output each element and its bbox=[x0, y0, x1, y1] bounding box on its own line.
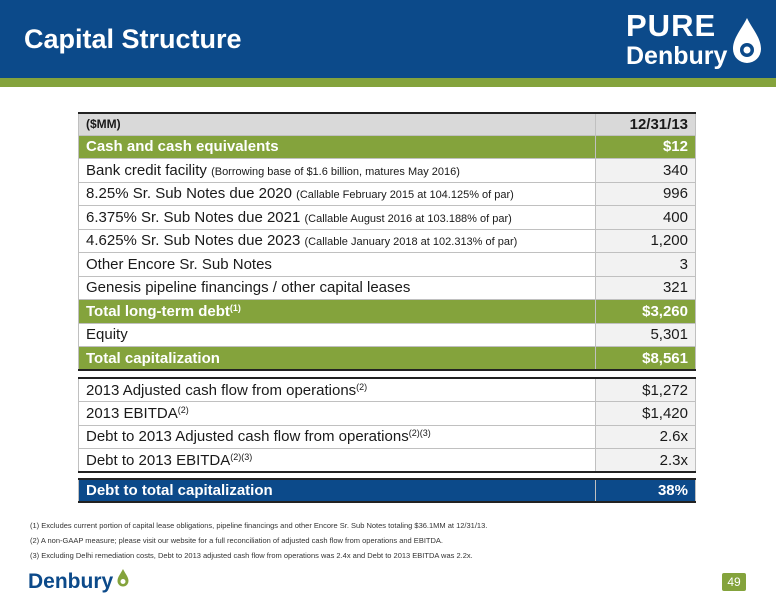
row-value: 3 bbox=[596, 253, 696, 277]
footnote-3: (3) Excluding Delhi remediation costs, Debt to 2013 adjusted cash flow from operations was 2.4x and Debt to 2013 EBITDA was 2.2x. bbox=[30, 551, 473, 560]
page-title: Capital Structure bbox=[24, 24, 242, 54]
row-value: $1,420 bbox=[596, 402, 696, 426]
row-label-cell bbox=[79, 425, 596, 449]
header-accent-rule bbox=[0, 78, 776, 87]
row-label: 2013 EBITDA bbox=[86, 404, 178, 422]
row-value: $3,260 bbox=[596, 300, 696, 324]
table-row bbox=[79, 323, 696, 347]
row-note: (Borrowing base of $1.6 billion, matures May 2016) bbox=[211, 165, 460, 178]
header-bar bbox=[0, 0, 776, 78]
row-value: $1,272 bbox=[596, 378, 696, 402]
table-row bbox=[79, 449, 696, 473]
row-label: Bank credit facility bbox=[86, 161, 207, 179]
table-row bbox=[79, 135, 696, 159]
table-row bbox=[79, 182, 696, 206]
row-note: (Callable February 2015 at 104.125% of par) bbox=[296, 189, 514, 202]
logo-line-denbury: Denbury bbox=[626, 42, 728, 70]
table-row bbox=[79, 479, 696, 502]
footnote-ref: (2)(3) bbox=[408, 428, 431, 439]
row-value: 38% bbox=[596, 479, 696, 502]
row-value: 400 bbox=[596, 206, 696, 230]
column-header-units: ($MM) bbox=[79, 113, 596, 135]
row-label: Cash and cash equivalents bbox=[79, 135, 596, 159]
footnote-1: (1) Excludes current portion of capital lease obligations, pipeline financings and other Encore Sr. Sub Notes totaling $36.1MM at 12/31/13. bbox=[30, 521, 488, 530]
row-label-cell bbox=[79, 378, 596, 402]
pure-denbury-logo bbox=[626, 10, 766, 72]
row-value: 2.6x bbox=[596, 425, 696, 449]
row-label-cell bbox=[79, 449, 596, 473]
page-number: 49 bbox=[722, 573, 746, 591]
footer-brand: Denbury bbox=[28, 570, 114, 593]
logo-line-pure: PURE bbox=[626, 8, 717, 43]
row-value: 321 bbox=[596, 276, 696, 300]
row-value: 996 bbox=[596, 182, 696, 206]
row-label: 6.375% Sr. Sub Notes due 2021 bbox=[86, 208, 301, 226]
row-label-cell bbox=[79, 182, 596, 206]
footer-denbury-logo bbox=[28, 568, 138, 596]
footnote-ref: (2)(3) bbox=[230, 451, 253, 462]
row-label: 8.25% Sr. Sub Notes due 2020 bbox=[86, 185, 292, 203]
capital-structure-table bbox=[78, 112, 696, 371]
table-row bbox=[79, 159, 696, 183]
table-row bbox=[79, 229, 696, 253]
table-row bbox=[79, 253, 696, 277]
table-row bbox=[79, 402, 696, 426]
table-header-row bbox=[79, 113, 696, 135]
table-row-total-debt bbox=[79, 300, 696, 324]
row-label: Debt to 2013 Adjusted cash flow from operations bbox=[86, 428, 409, 446]
oil-drop-icon bbox=[730, 16, 764, 66]
row-label-cell bbox=[79, 229, 596, 253]
credit-metrics-table bbox=[78, 377, 696, 473]
row-value: 1,200 bbox=[596, 229, 696, 253]
row-label: Debt to total capitalization bbox=[79, 479, 596, 502]
row-label: Genesis pipeline financings / other capital leases bbox=[79, 276, 596, 300]
row-label: Equity bbox=[79, 323, 596, 347]
row-note: (Callable August 2016 at 103.188% of par) bbox=[304, 212, 512, 225]
table-row bbox=[79, 378, 696, 402]
debt-to-capitalization-table bbox=[78, 478, 696, 503]
row-label-cell bbox=[79, 206, 596, 230]
row-label: 4.625% Sr. Sub Notes due 2023 bbox=[86, 232, 301, 250]
row-value: $12 bbox=[596, 135, 696, 159]
footnote-2: (2) A non-GAAP measure; please visit our website for a full reconciliation of adjusted cash flow from operations and EBITDA. bbox=[30, 536, 443, 545]
row-label: Other Encore Sr. Sub Notes bbox=[79, 253, 596, 277]
row-value: $8,561 bbox=[596, 347, 696, 371]
table-row-total-capitalization bbox=[79, 347, 696, 371]
column-header-date: 12/31/13 bbox=[596, 113, 696, 135]
row-label: Total capitalization bbox=[79, 347, 596, 371]
row-note: (Callable January 2018 at 102.313% of par) bbox=[304, 236, 518, 249]
row-label-cell bbox=[79, 300, 596, 324]
row-label-cell bbox=[79, 159, 596, 183]
row-label: Debt to 2013 EBITDA bbox=[86, 451, 231, 469]
row-label-cell bbox=[79, 402, 596, 426]
footnote-ref: (1) bbox=[229, 302, 241, 313]
table-row bbox=[79, 206, 696, 230]
oil-drop-icon bbox=[116, 568, 130, 588]
row-value: 2.3x bbox=[596, 449, 696, 473]
row-label: Total long-term debt bbox=[86, 302, 230, 320]
footnote-ref: (2) bbox=[177, 404, 189, 415]
table-row bbox=[79, 276, 696, 300]
row-label: 2013 Adjusted cash flow from operations bbox=[86, 381, 357, 399]
row-value: 5,301 bbox=[596, 323, 696, 347]
footnotes bbox=[30, 518, 750, 563]
table-row bbox=[79, 425, 696, 449]
footnote-ref: (2) bbox=[356, 381, 368, 392]
row-value: 340 bbox=[596, 159, 696, 183]
